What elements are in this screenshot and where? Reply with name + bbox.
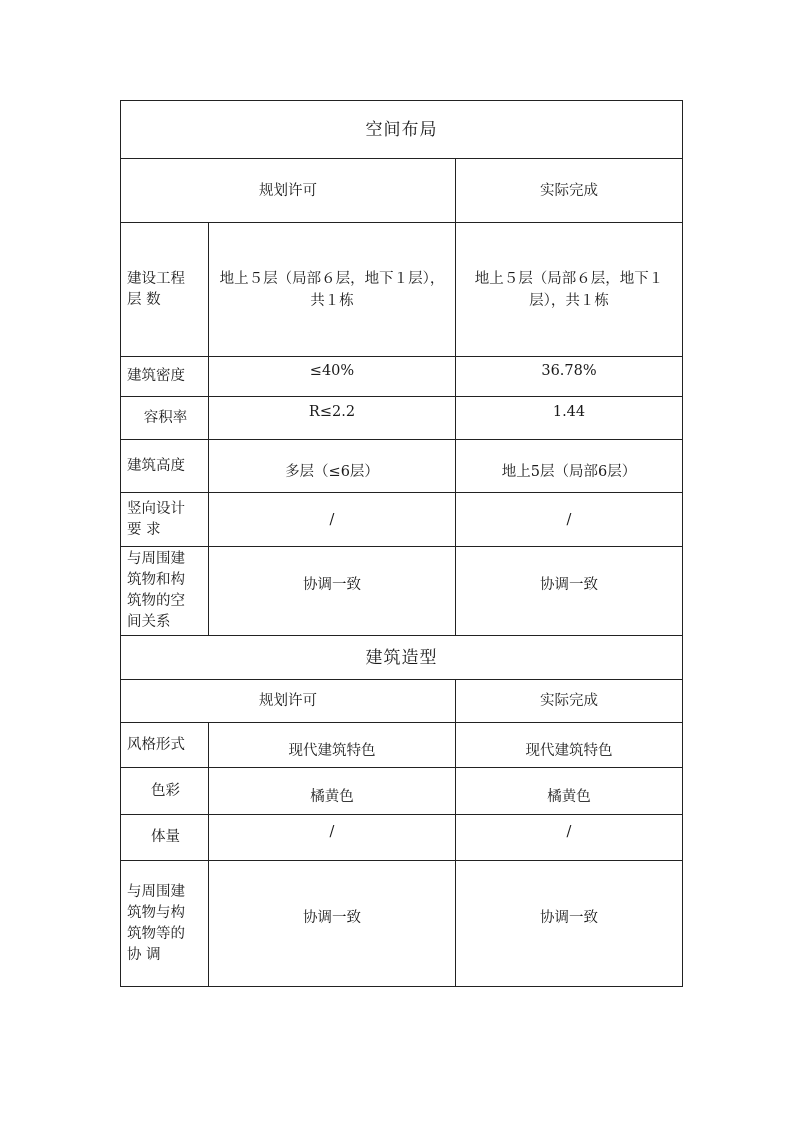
actual-value-text: 1.44 — [552, 404, 586, 420]
label-line: 建筑密度 — [127, 368, 185, 384]
row-label — [121, 357, 209, 397]
planned-value — [209, 440, 456, 493]
header-planned: 规划许可 — [121, 159, 456, 223]
header-planned: 规划许可 — [121, 680, 456, 723]
row-label — [121, 397, 209, 440]
actual-value — [456, 861, 683, 987]
label-line: 要 求 — [127, 521, 161, 538]
table-row — [121, 723, 683, 768]
column-header-row — [121, 159, 683, 223]
label-line: 筑物的空 — [127, 593, 185, 609]
planned-value — [209, 547, 456, 636]
planned-value-text: R≤2.2 — [308, 404, 356, 420]
planned-value — [209, 723, 456, 768]
actual-value — [456, 768, 683, 815]
row-label — [121, 723, 209, 768]
row-label — [121, 768, 209, 815]
label-line: 竖向设计 — [127, 500, 185, 517]
planned-value-text: 橘黄色 — [310, 789, 354, 805]
table-row — [121, 397, 683, 440]
section-title-architectural-style: 建筑造型 — [121, 636, 683, 680]
label-line: 筑物与构 — [127, 904, 185, 921]
planned-value-text: 协调一致 — [303, 909, 361, 926]
section-title-spatial-layout: 空间布局 — [121, 101, 683, 159]
actual-value — [456, 815, 683, 861]
planned-value-text: 现代建筑特色 — [288, 743, 376, 759]
planned-value — [209, 815, 456, 861]
label-line: 体量 — [151, 829, 180, 845]
planned-value — [209, 861, 456, 987]
planned-value — [209, 768, 456, 815]
actual-value — [456, 547, 683, 636]
label-line: 间关系 — [127, 614, 171, 630]
actual-value-text: 地上5层（局部6层） — [501, 464, 637, 480]
actual-value-text: 现代建筑特色 — [525, 743, 613, 759]
actual-value: / — [456, 493, 683, 547]
section-title-row — [121, 636, 683, 680]
actual-value-text: 36.78% — [541, 362, 597, 379]
header-actual: 实际完成 — [456, 159, 683, 223]
label-line: 筑物等的 — [127, 925, 185, 942]
label-line: 层 数 — [127, 291, 161, 308]
planned-value-text: ≤40% — [309, 362, 355, 379]
table-row — [121, 861, 683, 987]
label-line: 协 调 — [127, 946, 161, 963]
label-line: 建筑高度 — [127, 457, 185, 474]
row-label — [121, 493, 209, 547]
row-label — [121, 861, 209, 987]
row-label — [121, 815, 209, 861]
planned-value: / — [209, 493, 456, 547]
planned-value-text: 协调一致 — [303, 577, 361, 593]
section-title-row — [121, 101, 683, 159]
actual-value-text: 协调一致 — [540, 909, 598, 926]
label-line: 筑物和构 — [127, 572, 185, 588]
actual-value — [456, 723, 683, 768]
header-actual: 实际完成 — [456, 680, 683, 723]
label-line: 与周围建 — [127, 883, 185, 900]
planned-value-text: 多层（≤6层） — [285, 464, 379, 480]
actual-value — [456, 397, 683, 440]
planned-value — [209, 357, 456, 397]
actual-value-text: 协调一致 — [540, 577, 598, 593]
planned-value — [209, 397, 456, 440]
column-header-row — [121, 680, 683, 723]
table-row — [121, 357, 683, 397]
table-row — [121, 493, 683, 547]
table-row — [121, 223, 683, 357]
table-row — [121, 440, 683, 493]
actual-value-text: / — [566, 823, 572, 840]
actual-value-text: 橘黄色 — [547, 789, 591, 805]
row-label — [121, 223, 209, 357]
actual-value — [456, 357, 683, 397]
table-row — [121, 547, 683, 636]
planning-comparison-table — [120, 100, 683, 987]
actual-value: 地上５层（局部６层，地下１层），共１栋 — [456, 223, 683, 357]
table-row — [121, 815, 683, 861]
planned-value-text: / — [329, 823, 335, 840]
label-line: 建设工程 — [127, 270, 185, 287]
planned-value: 地上５层（局部６层，地下１层），共１栋 — [209, 223, 456, 357]
label-line: 容积率 — [143, 409, 188, 426]
table-row — [121, 768, 683, 815]
actual-value — [456, 440, 683, 493]
label-line: 与周围建 — [127, 551, 185, 567]
row-label — [121, 440, 209, 493]
row-label — [121, 547, 209, 636]
label-line: 色彩 — [151, 782, 180, 799]
label-line: 风格形式 — [127, 736, 185, 753]
